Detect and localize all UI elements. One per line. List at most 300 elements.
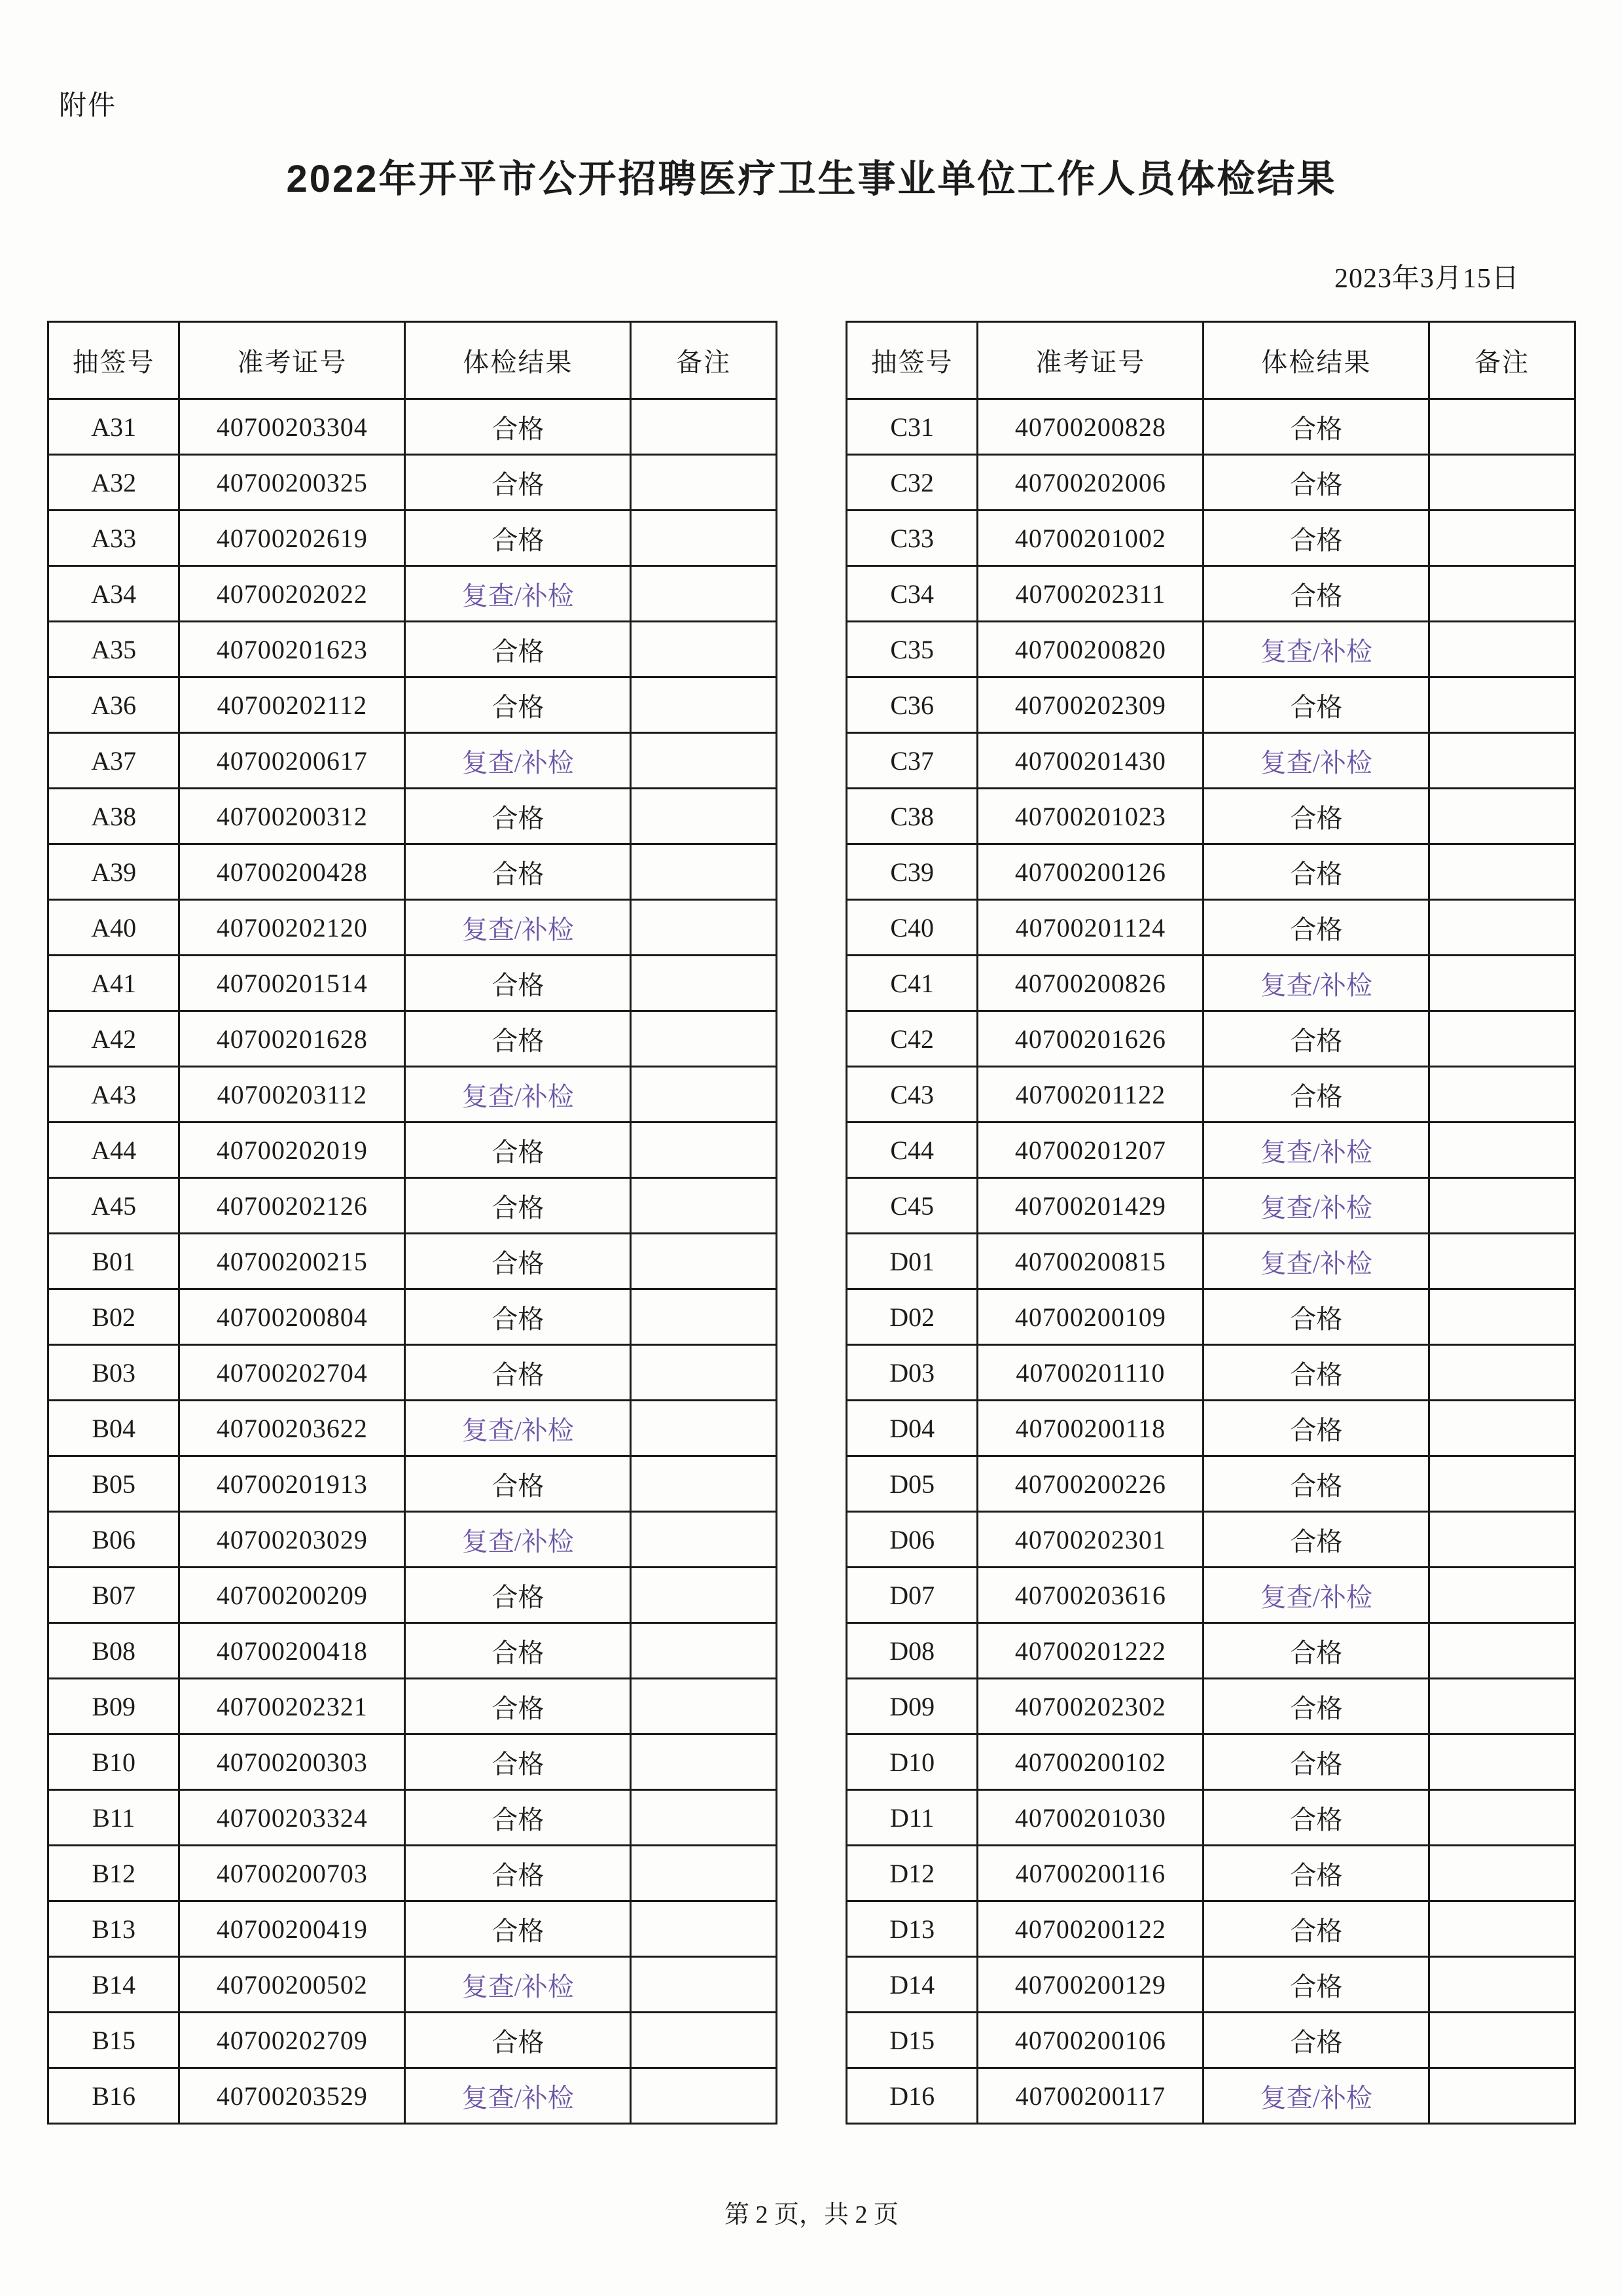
result-table-left xyxy=(47,321,777,2125)
table-row xyxy=(847,1512,1575,1568)
cell-lottery-number: C32 xyxy=(847,455,978,511)
cell-ticket-number: 40700201124 xyxy=(978,900,1204,956)
cell-exam-result: 合格 xyxy=(405,1568,631,1623)
table-row xyxy=(48,455,777,511)
cell-remark xyxy=(631,1456,777,1512)
cell-lottery-number: B12 xyxy=(48,1846,179,1901)
cell-exam-result: 合格 xyxy=(405,1289,631,1345)
column-header-exam-result: 体检结果 xyxy=(1204,322,1429,399)
cell-ticket-number: 40700200303 xyxy=(179,1734,405,1790)
cell-remark xyxy=(1429,1234,1575,1289)
cell-lottery-number: D06 xyxy=(847,1512,978,1568)
cell-ticket-number: 40700203324 xyxy=(179,1790,405,1846)
cell-remark xyxy=(1429,733,1575,789)
table-row xyxy=(48,1122,777,1178)
table-row xyxy=(48,1623,777,1679)
cell-exam-result: 合格 xyxy=(1204,566,1429,622)
cell-ticket-number: 40700201002 xyxy=(978,511,1204,566)
column-header-lottery-number: 抽签号 xyxy=(847,322,978,399)
cell-exam-result: 复查/补检 xyxy=(1204,622,1429,677)
cell-lottery-number: B04 xyxy=(48,1401,179,1456)
table-row xyxy=(48,1456,777,1512)
cell-ticket-number: 40700201628 xyxy=(179,1011,405,1067)
cell-ticket-number: 40700202112 xyxy=(179,677,405,733)
cell-ticket-number: 40700200820 xyxy=(978,622,1204,677)
cell-ticket-number: 40700200226 xyxy=(978,1456,1204,1512)
cell-lottery-number: A41 xyxy=(48,956,179,1011)
table-row xyxy=(847,2068,1575,2124)
table-row xyxy=(847,1901,1575,1957)
cell-ticket-number: 40700202619 xyxy=(179,511,405,566)
cell-exam-result: 复查/补检 xyxy=(1204,1178,1429,1234)
cell-lottery-number: C44 xyxy=(847,1122,978,1178)
page-title: 2022年开平市公开招聘医疗卫生事业单位工作人员体检结果 xyxy=(286,158,1337,200)
cell-remark xyxy=(631,1957,777,2013)
cell-lottery-number: D07 xyxy=(847,1568,978,1623)
cell-ticket-number: 40700200117 xyxy=(978,2068,1204,2124)
cell-lottery-number: B11 xyxy=(48,1790,179,1846)
cell-remark xyxy=(631,1011,777,1067)
cell-remark xyxy=(1429,566,1575,622)
cell-exam-result: 复查/补检 xyxy=(1204,1568,1429,1623)
table-row xyxy=(48,1679,777,1734)
cell-remark xyxy=(631,2013,777,2068)
cell-remark xyxy=(631,455,777,511)
cell-ticket-number: 40700202709 xyxy=(179,2013,405,2068)
cell-ticket-number: 40700203304 xyxy=(179,399,405,455)
cell-remark xyxy=(1429,1345,1575,1401)
cell-ticket-number: 40700202309 xyxy=(978,677,1204,733)
cell-exam-result: 复查/补检 xyxy=(1204,1122,1429,1178)
cell-remark xyxy=(631,1067,777,1122)
table-row xyxy=(847,677,1575,733)
cell-exam-result: 合格 xyxy=(1204,1401,1429,1456)
cell-remark xyxy=(631,677,777,733)
cell-exam-result: 合格 xyxy=(405,399,631,455)
table-row xyxy=(847,733,1575,789)
cell-exam-result: 合格 xyxy=(1204,1846,1429,1901)
cell-ticket-number: 40700200126 xyxy=(978,844,1204,900)
cell-ticket-number: 40700201626 xyxy=(978,1011,1204,1067)
cell-lottery-number: A40 xyxy=(48,900,179,956)
table-row xyxy=(847,1234,1575,1289)
cell-ticket-number: 40700202120 xyxy=(179,900,405,956)
table-row xyxy=(48,677,777,733)
cell-exam-result: 复查/补检 xyxy=(405,900,631,956)
cell-remark xyxy=(631,1734,777,1790)
cell-lottery-number: D04 xyxy=(847,1401,978,1456)
table-row xyxy=(847,566,1575,622)
cell-remark xyxy=(631,956,777,1011)
table-row xyxy=(847,956,1575,1011)
table-row xyxy=(48,1289,777,1345)
column-header-remark: 备注 xyxy=(631,322,777,399)
cell-remark xyxy=(1429,1401,1575,1456)
table-row xyxy=(847,789,1575,844)
cell-lottery-number: B06 xyxy=(48,1512,179,1568)
table-row xyxy=(847,1623,1575,1679)
cell-lottery-number: B03 xyxy=(48,1345,179,1401)
cell-lottery-number: A42 xyxy=(48,1011,179,1067)
cell-exam-result: 合格 xyxy=(405,1734,631,1790)
cell-ticket-number: 40700202704 xyxy=(179,1345,405,1401)
cell-exam-result: 合格 xyxy=(405,511,631,566)
cell-remark xyxy=(1429,1734,1575,1790)
cell-ticket-number: 40700203029 xyxy=(179,1512,405,1568)
cell-exam-result: 合格 xyxy=(405,1623,631,1679)
cell-remark xyxy=(631,1679,777,1734)
cell-lottery-number: B07 xyxy=(48,1568,179,1623)
cell-ticket-number: 40700201913 xyxy=(179,1456,405,1512)
cell-remark xyxy=(1429,900,1575,956)
cell-remark xyxy=(631,1234,777,1289)
cell-exam-result: 合格 xyxy=(1204,511,1429,566)
cell-lottery-number: A37 xyxy=(48,733,179,789)
cell-exam-result: 合格 xyxy=(405,789,631,844)
cell-exam-result: 合格 xyxy=(405,1011,631,1067)
cell-remark xyxy=(1429,1067,1575,1122)
cell-exam-result: 复查/补检 xyxy=(1204,733,1429,789)
cell-ticket-number: 40700200109 xyxy=(978,1289,1204,1345)
cell-remark xyxy=(631,1178,777,1234)
cell-exam-result: 合格 xyxy=(1204,1957,1429,2013)
cell-remark xyxy=(1429,1512,1575,1568)
table-row xyxy=(48,1011,777,1067)
cell-remark xyxy=(1429,2013,1575,2068)
cell-lottery-number: D13 xyxy=(847,1901,978,1957)
cell-ticket-number: 40700200102 xyxy=(978,1734,1204,1790)
cell-ticket-number: 40700201222 xyxy=(978,1623,1204,1679)
table-row xyxy=(48,566,777,622)
header-row xyxy=(48,322,777,399)
cell-exam-result: 合格 xyxy=(405,455,631,511)
table-row xyxy=(847,399,1575,455)
cell-ticket-number: 40700201430 xyxy=(978,733,1204,789)
cell-exam-result: 合格 xyxy=(405,1679,631,1734)
cell-lottery-number: C41 xyxy=(847,956,978,1011)
cell-remark xyxy=(631,789,777,844)
table-row xyxy=(847,1846,1575,1901)
table-row xyxy=(48,956,777,1011)
table-row xyxy=(48,733,777,789)
table-row xyxy=(48,1790,777,1846)
table-row xyxy=(847,622,1575,677)
cell-exam-result: 复查/补检 xyxy=(1204,1234,1429,1289)
cell-exam-result: 合格 xyxy=(405,2013,631,2068)
table-row xyxy=(48,1568,777,1623)
cell-lottery-number: A43 xyxy=(48,1067,179,1122)
cell-ticket-number: 40700203529 xyxy=(179,2068,405,2124)
cell-remark xyxy=(631,566,777,622)
cell-remark xyxy=(1429,1901,1575,1957)
cell-remark xyxy=(1429,789,1575,844)
table-row xyxy=(48,1846,777,1901)
table-row xyxy=(847,2013,1575,2068)
table-row xyxy=(847,1568,1575,1623)
cell-lottery-number: C38 xyxy=(847,789,978,844)
cell-exam-result: 合格 xyxy=(1204,455,1429,511)
cell-remark xyxy=(631,1122,777,1178)
cell-exam-result: 合格 xyxy=(405,1178,631,1234)
cell-remark xyxy=(631,399,777,455)
cell-lottery-number: D12 xyxy=(847,1846,978,1901)
table-row xyxy=(847,1289,1575,1345)
cell-lottery-number: D16 xyxy=(847,2068,978,2124)
cell-lottery-number: B14 xyxy=(48,1957,179,2013)
cell-ticket-number: 40700200116 xyxy=(978,1846,1204,1901)
table-row xyxy=(847,511,1575,566)
cell-exam-result: 复查/补检 xyxy=(405,1401,631,1456)
cell-exam-result: 合格 xyxy=(405,1345,631,1401)
tables-container xyxy=(47,321,1576,2125)
cell-ticket-number: 40700201110 xyxy=(978,1345,1204,1401)
cell-lottery-number: C34 xyxy=(847,566,978,622)
cell-ticket-number: 40700203616 xyxy=(978,1568,1204,1623)
cell-lottery-number: D14 xyxy=(847,1957,978,2013)
cell-exam-result: 合格 xyxy=(405,956,631,1011)
cell-ticket-number: 40700201030 xyxy=(978,1790,1204,1846)
cell-exam-result: 合格 xyxy=(405,622,631,677)
table-row xyxy=(847,1401,1575,1456)
cell-lottery-number: C40 xyxy=(847,900,978,956)
table-row xyxy=(847,900,1575,956)
cell-remark xyxy=(631,2068,777,2124)
result-table-right xyxy=(846,321,1576,2125)
table-row xyxy=(847,455,1575,511)
cell-exam-result: 合格 xyxy=(1204,1790,1429,1846)
column-header-ticket-number: 准考证号 xyxy=(179,322,405,399)
table-row xyxy=(847,844,1575,900)
cell-lottery-number: D10 xyxy=(847,1734,978,1790)
cell-exam-result: 合格 xyxy=(405,1234,631,1289)
table-row xyxy=(847,1679,1575,1734)
cell-remark xyxy=(631,733,777,789)
cell-exam-result: 合格 xyxy=(405,1901,631,1957)
cell-ticket-number: 40700203112 xyxy=(179,1067,405,1122)
page-footer: 第 2 页，共 2 页 xyxy=(724,2201,899,2229)
cell-remark xyxy=(631,1568,777,1623)
cell-remark xyxy=(1429,399,1575,455)
cell-remark xyxy=(1429,844,1575,900)
table-row xyxy=(847,1790,1575,1846)
cell-ticket-number: 40700200118 xyxy=(978,1401,1204,1456)
cell-remark xyxy=(1429,1178,1575,1234)
cell-ticket-number: 40700200826 xyxy=(978,956,1204,1011)
cell-exam-result: 合格 xyxy=(1204,677,1429,733)
table-row xyxy=(48,900,777,956)
cell-exam-result: 合格 xyxy=(1204,1067,1429,1122)
cell-remark xyxy=(1429,622,1575,677)
cell-lottery-number: A38 xyxy=(48,789,179,844)
cell-exam-result: 合格 xyxy=(1204,900,1429,956)
table-row xyxy=(48,622,777,677)
cell-remark xyxy=(1429,1790,1575,1846)
table-row xyxy=(48,1234,777,1289)
table-row xyxy=(847,1734,1575,1790)
cell-lottery-number: A45 xyxy=(48,1178,179,1234)
cell-ticket-number: 40700200215 xyxy=(179,1234,405,1289)
cell-ticket-number: 40700200418 xyxy=(179,1623,405,1679)
cell-ticket-number: 40700200325 xyxy=(179,455,405,511)
column-header-ticket-number: 准考证号 xyxy=(978,322,1204,399)
cell-remark xyxy=(1429,1122,1575,1178)
cell-lottery-number: D15 xyxy=(847,2013,978,2068)
cell-lottery-number: C43 xyxy=(847,1067,978,1122)
cell-exam-result: 复查/补检 xyxy=(405,733,631,789)
cell-ticket-number: 40700200122 xyxy=(978,1901,1204,1957)
cell-ticket-number: 40700201122 xyxy=(978,1067,1204,1122)
cell-remark xyxy=(1429,1568,1575,1623)
table-row xyxy=(847,1456,1575,1512)
cell-lottery-number: C42 xyxy=(847,1011,978,1067)
cell-lottery-number: C36 xyxy=(847,677,978,733)
cell-remark xyxy=(1429,2068,1575,2124)
cell-lottery-number: D03 xyxy=(847,1345,978,1401)
column-header-lottery-number: 抽签号 xyxy=(48,322,179,399)
cell-remark xyxy=(1429,455,1575,511)
table-row xyxy=(48,789,777,844)
cell-ticket-number: 40700200106 xyxy=(978,2013,1204,2068)
cell-exam-result: 复查/补检 xyxy=(1204,956,1429,1011)
cell-lottery-number: B02 xyxy=(48,1289,179,1345)
cell-ticket-number: 40700201514 xyxy=(179,956,405,1011)
table-row xyxy=(48,844,777,900)
cell-ticket-number: 40700203622 xyxy=(179,1401,405,1456)
cell-remark xyxy=(1429,1623,1575,1679)
cell-lottery-number: D05 xyxy=(847,1456,978,1512)
cell-remark xyxy=(631,1512,777,1568)
cell-lottery-number: B15 xyxy=(48,2013,179,2068)
cell-remark xyxy=(1429,677,1575,733)
cell-exam-result: 合格 xyxy=(405,1846,631,1901)
cell-ticket-number: 40700202321 xyxy=(179,1679,405,1734)
cell-exam-result: 复查/补检 xyxy=(405,1957,631,2013)
table-row xyxy=(48,1512,777,1568)
table-row xyxy=(48,1067,777,1122)
cell-remark xyxy=(631,844,777,900)
cell-exam-result: 复查/补检 xyxy=(405,1067,631,1122)
cell-exam-result: 合格 xyxy=(405,1456,631,1512)
cell-ticket-number: 40700201023 xyxy=(978,789,1204,844)
cell-exam-result: 合格 xyxy=(1204,1901,1429,1957)
cell-ticket-number: 40700202022 xyxy=(179,566,405,622)
cell-remark xyxy=(1429,1289,1575,1345)
cell-lottery-number: A31 xyxy=(48,399,179,455)
cell-lottery-number: B16 xyxy=(48,2068,179,2124)
column-header-remark: 备注 xyxy=(1429,322,1575,399)
cell-remark xyxy=(1429,1011,1575,1067)
cell-ticket-number: 40700200419 xyxy=(179,1901,405,1957)
cell-ticket-number: 40700202301 xyxy=(978,1512,1204,1568)
cell-ticket-number: 40700201623 xyxy=(179,622,405,677)
cell-remark xyxy=(1429,1679,1575,1734)
cell-ticket-number: 40700200502 xyxy=(179,1957,405,2013)
cell-remark xyxy=(631,622,777,677)
cell-ticket-number: 40700201207 xyxy=(978,1122,1204,1178)
table-row xyxy=(847,1122,1575,1178)
cell-exam-result: 合格 xyxy=(1204,1289,1429,1345)
table-row xyxy=(48,1345,777,1401)
cell-lottery-number: B09 xyxy=(48,1679,179,1734)
cell-exam-result: 合格 xyxy=(1204,1734,1429,1790)
table-row xyxy=(48,1178,777,1234)
table-row xyxy=(48,511,777,566)
attachment-label: 附件 xyxy=(59,91,117,121)
cell-remark xyxy=(631,1289,777,1345)
cell-exam-result: 复查/补检 xyxy=(405,566,631,622)
cell-ticket-number: 40700201429 xyxy=(978,1178,1204,1234)
table-row xyxy=(48,1901,777,1957)
cell-lottery-number: A32 xyxy=(48,455,179,511)
cell-remark xyxy=(631,1345,777,1401)
cell-remark xyxy=(631,900,777,956)
cell-lottery-number: D11 xyxy=(847,1790,978,1846)
table-row xyxy=(847,1178,1575,1234)
cell-lottery-number: D08 xyxy=(847,1623,978,1679)
cell-exam-result: 合格 xyxy=(405,1122,631,1178)
cell-exam-result: 合格 xyxy=(1204,1512,1429,1568)
table-row xyxy=(48,399,777,455)
cell-lottery-number: D02 xyxy=(847,1289,978,1345)
cell-lottery-number: C45 xyxy=(847,1178,978,1234)
cell-remark xyxy=(1429,956,1575,1011)
cell-lottery-number: C33 xyxy=(847,511,978,566)
cell-lottery-number: A33 xyxy=(48,511,179,566)
cell-exam-result: 合格 xyxy=(1204,1345,1429,1401)
table-row xyxy=(48,2013,777,2068)
cell-exam-result: 合格 xyxy=(1204,1679,1429,1734)
cell-ticket-number: 40700200617 xyxy=(179,733,405,789)
cell-lottery-number: C31 xyxy=(847,399,978,455)
table-row xyxy=(48,2068,777,2124)
cell-ticket-number: 40700202006 xyxy=(978,455,1204,511)
table-row xyxy=(847,1067,1575,1122)
cell-lottery-number: A36 xyxy=(48,677,179,733)
cell-ticket-number: 40700200129 xyxy=(978,1957,1204,2013)
cell-lottery-number: A44 xyxy=(48,1122,179,1178)
cell-ticket-number: 40700200703 xyxy=(179,1846,405,1901)
table-row xyxy=(48,1957,777,2013)
cell-ticket-number: 40700200209 xyxy=(179,1568,405,1623)
cell-ticket-number: 40700200312 xyxy=(179,789,405,844)
cell-remark xyxy=(631,1623,777,1679)
column-header-exam-result: 体检结果 xyxy=(405,322,631,399)
cell-remark xyxy=(631,1901,777,1957)
cell-lottery-number: C39 xyxy=(847,844,978,900)
cell-exam-result: 合格 xyxy=(1204,1456,1429,1512)
cell-lottery-number: C35 xyxy=(847,622,978,677)
table-row xyxy=(48,1401,777,1456)
cell-remark xyxy=(631,1846,777,1901)
cell-exam-result: 合格 xyxy=(405,1790,631,1846)
table-row xyxy=(847,1011,1575,1067)
cell-lottery-number: B01 xyxy=(48,1234,179,1289)
cell-remark xyxy=(1429,511,1575,566)
cell-exam-result: 合格 xyxy=(405,677,631,733)
cell-exam-result: 合格 xyxy=(1204,1623,1429,1679)
cell-ticket-number: 40700202311 xyxy=(978,566,1204,622)
table-row xyxy=(847,1345,1575,1401)
cell-lottery-number: A34 xyxy=(48,566,179,622)
header-row xyxy=(847,322,1575,399)
cell-exam-result: 合格 xyxy=(1204,399,1429,455)
document-date: 2023年3月15日 xyxy=(1334,264,1520,294)
cell-ticket-number: 40700200828 xyxy=(978,399,1204,455)
cell-exam-result: 合格 xyxy=(405,844,631,900)
cell-remark xyxy=(1429,1846,1575,1901)
cell-remark xyxy=(631,511,777,566)
cell-ticket-number: 40700202302 xyxy=(978,1679,1204,1734)
